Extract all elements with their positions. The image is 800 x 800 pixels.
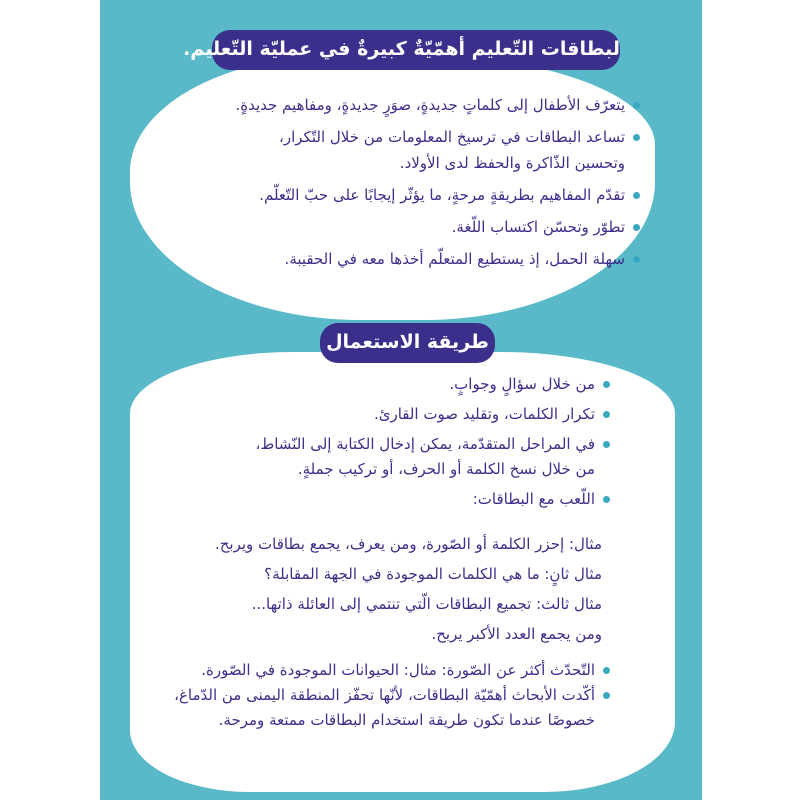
list-item [140, 683, 610, 733]
list-item-continuation: من خلال نسخ الكلمة أو الحرف، أو تركيب جملةٍ. [297, 460, 595, 478]
list-item [140, 658, 610, 683]
list-item-text: سهلة الحمل، إذ يستطيع المتعلّم أخذها معه في الحقيبة. [284, 250, 625, 268]
list-item [140, 372, 610, 397]
list-item-text: في المراحل المتقدّمة، يمكن إدخال الكتابة إلى النّشاط، [255, 435, 595, 453]
bullet-icon [633, 102, 640, 109]
list-item-text: اللّعب مع البطاقات: [472, 490, 595, 508]
example-line: مثال: إحزر الكلمة أو الصّورة، ومن يعرف، يجمع بطاقات ويربح. [214, 535, 602, 553]
bullet-icon [603, 441, 610, 448]
section2-heading: طريقة الاستعمال [320, 323, 495, 363]
example-line: مثال ثانٍ: ما هي الكلمات الموجودة في الجهة المقابلة؟ [264, 565, 602, 583]
list-item-text: تقدّم المفاهيم بطريقةٍ مرحةٍ، ما يؤثّر إيجابًا على حبّ التّعلّم. [259, 186, 625, 204]
section1-heading: لبطاقات التّعليم أهمّيّةٌ كبيرةٌ في عمليّة التّعليم. [212, 30, 620, 70]
list-item [160, 246, 640, 272]
list-item [160, 92, 640, 118]
list-item-text: من خلال سؤالٍ وجوابٍ. [449, 375, 595, 393]
list-item [140, 432, 610, 482]
list-item [140, 487, 610, 512]
list-item-text: تساعد البطاقات في ترسيخ المعلومات من خلال التّكرار، [279, 128, 625, 146]
example-line: ومن يجمع العدد الأكبر يربح. [431, 625, 602, 643]
bullet-icon [603, 381, 610, 388]
bullet-icon [603, 411, 610, 418]
flashcard-box-back [100, 0, 702, 800]
list-item [160, 182, 640, 208]
bullet-icon [603, 667, 610, 674]
list-item-continuation: خصوصًا عندما تكون طريقة استخدام البطاقات ممتعة ومرحة. [218, 711, 595, 729]
list-item-text: أكّدت الأبحاث أهمّيّة البطاقات، لأنّها تحفّز المنطقة اليمنى من الدّماغ، [174, 686, 595, 704]
section2-list [140, 372, 610, 517]
list-item [160, 214, 640, 240]
bullet-icon [633, 224, 640, 231]
bullet-icon [633, 256, 640, 263]
list-item-text: تكرار الكلمات، وتقليد صوت القارئ. [373, 405, 595, 423]
bullet-icon [633, 192, 640, 199]
example-line: مثال ثالث: تجميع البطاقات الّتي تنتمي إلى العائلة ذاتها... [251, 595, 602, 613]
section2-tail-list [140, 658, 610, 733]
game-examples [132, 532, 602, 652]
list-item-text: تطوّر وتحسّن اكتساب اللّغة. [451, 218, 625, 236]
list-item-text: التّحدّث أكثر عن الصّورة: مثال: الحيوانات الموجودة في الصّورة. [201, 661, 595, 679]
list-item-text: يتعرّف الأطفال إلى كلماتٍ جديدةٍ، صوَرٍ جديدةٍ، ومفاهيم جديدةٍ. [235, 96, 625, 114]
section1-list [160, 92, 640, 278]
bullet-icon [633, 134, 640, 141]
bullet-icon [603, 692, 610, 699]
list-item-continuation: وتحسين الذّاكرة والحفظ لدى الأولاد. [399, 154, 625, 172]
list-item [160, 124, 640, 176]
bullet-icon [603, 496, 610, 503]
list-item [140, 402, 610, 427]
